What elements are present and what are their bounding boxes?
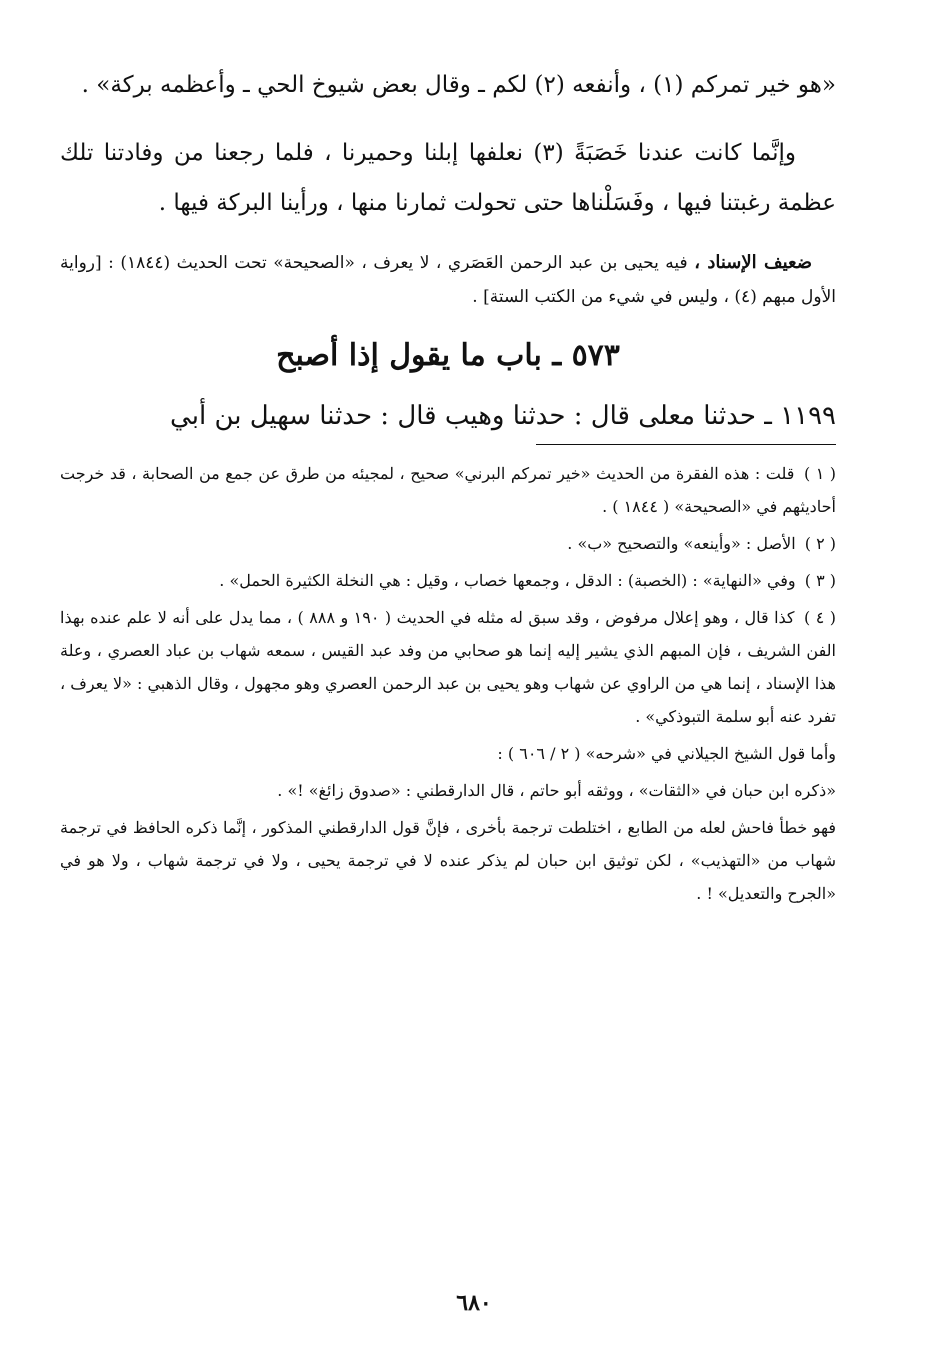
page-number: ٦٨٠: [456, 1290, 492, 1316]
grading-note: [60, 246, 836, 314]
footnote-continuation: [60, 774, 836, 807]
footnote-number: ( ١ ): [803, 464, 837, 483]
grading-label: ضعيف الإسناد ،: [694, 252, 813, 273]
footnote-divider: [536, 444, 836, 445]
footnote: [60, 527, 836, 560]
footnote-continuation: [60, 737, 836, 770]
book-page: [60, 60, 836, 1320]
footnote-text: الأصل : «وأينعه» والتصحيح «ب» .: [567, 534, 796, 553]
footnote-number: ( ٣ ): [804, 571, 836, 590]
body-paragraph-2: وإنَّما كانت عندنا خَصَبَةً (٣) نعلفها إبلنا وحميرنا ، فلما رجعنا من وفادتنا تلك عظمة رغبتنا فيها ، وفَسَلْناها حتى تحولت ثمارنا منها ، ورأينا البركة فيها .: [60, 140, 836, 216]
footnote: [60, 457, 836, 523]
hadith-start: ١١٩٩ ـ حدثنا معلى قال : حدثنا وهيب قال : حدثنا سهيل بن أبي: [170, 401, 836, 431]
footnote-text: قلت : هذه الفقرة من الحديث «خير تمركم البرني» صحيح ، لمجيئه من طرق عن جمع من الصحابة ، قد خرجت أحاديثهم في «الصحيحة» ( ١٨٤٤ ) .: [60, 464, 836, 516]
footnote-text: كذا قال ، وهو إعلال مرفوض ، وقد سبق له مثله في الحديث ( ١٩٠ و ٨٨٨ ) ، مما يدل على أنه لا علم عنده بهذا الفن الشريف ، فإن المبهم الذي يشير إليه إنما هو صحابي من وفد عبد القيس ، سمعه شهاب بن عباد العصري ، وعلة هذا الإسناد ، إنما هي من الراوي عن شهاب وهو يحيى بن عبد الرحمن العصري وهو مجهول ، وقال الذهبي : «لا يعرف ، تفرد عنه أبو سلمة التبوذكي» .: [60, 608, 836, 726]
footnote-continuation: [60, 811, 836, 910]
footnote-text: وفي «النهاية» : (الخصبة) : الدقل ، وجمعها خصاب ، وقيل : هي النخلة الكثيرة الحمل» .: [219, 571, 796, 590]
footnote-text: فهو خطأ فاحش لعله من الطابع ، اختلطت ترجمة بأخرى ، فإنَّ قول الدارقطني المذكور ، إنَّما ذكره الحافظ في ترجمة شهاب من «التهذيب» ، لكن توثيق ابن حبان لم يذكر عنده لا في ترجمة يحيى ، ولا في ترجمة شهاب ، ولا هو في «الجرح والتعديل» ! .: [60, 818, 836, 903]
footnote-number: ( ٢ ): [804, 534, 836, 553]
grading-text: فيه يحيى بن عبد الرحمن العَصَري ، لا يعرف ، «الصحيحة» تحت الحديث (١٨٤٤) : [رواية الأول مبهم (٤) ، وليس في شيء من الكتب الستة] .: [60, 253, 836, 307]
footnote: [60, 601, 836, 733]
chapter-title: ٥٧٣ ـ باب ما يقول إذا أصبح: [276, 338, 620, 373]
footnote-text: «ذكره ابن حبان في «الثقات» ، ووثقه أبو حاتم ، قال الدارقطني : «صدوق زائغ» !» .: [277, 781, 836, 800]
footnote-text: وأما قول الشيخ الجيلاني في «شرحه» ( ٢ / ٦٠٦ ) :: [497, 744, 836, 763]
footnote: [60, 564, 836, 597]
footnote-number: ( ٤ ): [804, 608, 837, 627]
body-paragraph-1: «هو خير تمركم (١) ، وأنفعه (٢) لكم ـ وقال بعض شيوخ الحي ـ وأعظمه بركة» .: [81, 72, 836, 98]
footnotes: [60, 457, 836, 910]
